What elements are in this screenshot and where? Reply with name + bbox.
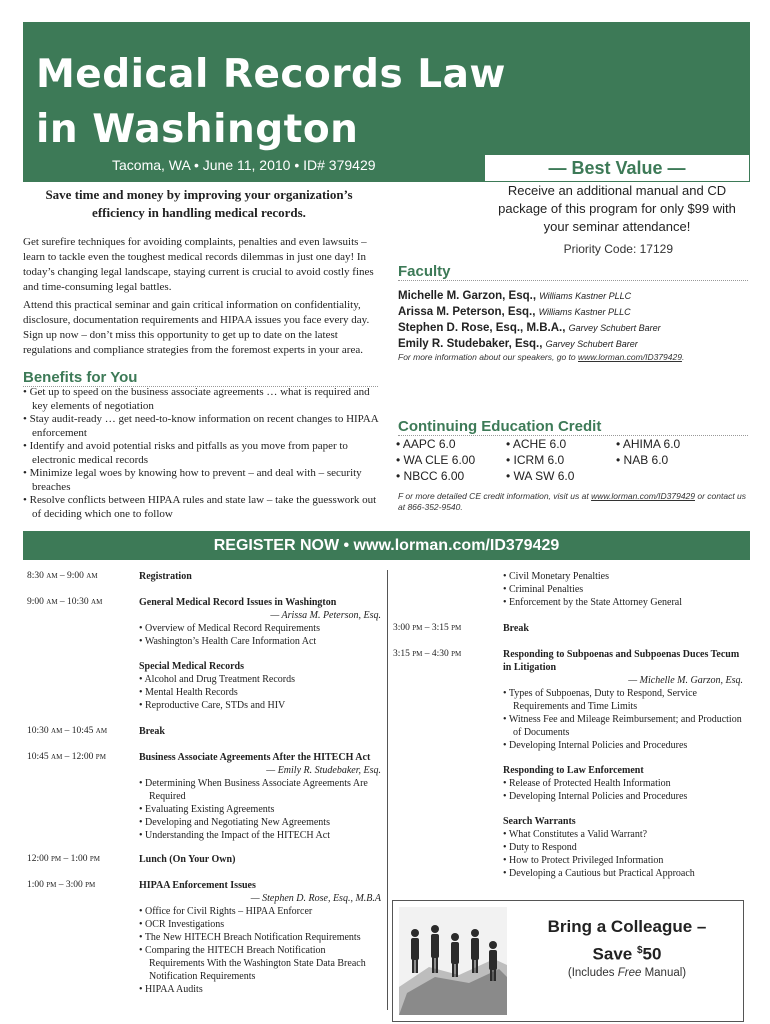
bring-colleague-box: [392, 900, 744, 1022]
faculty-name: Michelle M. Garzon, Esq.,: [398, 290, 537, 302]
ce-credit: • ACHE 6.0: [506, 437, 567, 451]
priority-code: Priority Code: 17129: [563, 242, 673, 256]
faculty-name: Emily R. Studebaker, Esq.,: [398, 338, 543, 350]
list-item: • Developing Internal Policies and Procedures: [503, 790, 743, 803]
faculty-member: [398, 288, 750, 304]
list-item: • Criminal Penalties: [503, 583, 743, 596]
list-item: • Understanding the Impact of the HITECH Act: [139, 829, 381, 842]
agenda-block-break-2: [503, 622, 743, 635]
benefits-list: [23, 386, 380, 521]
dollar-sign: $: [636, 945, 643, 956]
ce-link[interactable]: www.lorman.com/ID379429: [591, 491, 695, 501]
agenda-subtitle: Search Warrants: [503, 816, 576, 827]
agenda-right: [393, 570, 745, 896]
save-text: Save: [592, 944, 637, 964]
faculty-name: Stephen D. Rose, Esq., M.B.A.,: [398, 322, 566, 334]
list-item: • Identify and avoid potential risks and pitfalls as you move from paper to electronic medical records: [23, 440, 380, 467]
list-item: • How to Protect Privileged Information: [503, 854, 743, 867]
agenda-time: 10:45 am – 12:00 pm: [27, 752, 106, 762]
faculty-firm: Garvey Schubert Barer: [545, 339, 638, 349]
colleague-line-2: [513, 939, 741, 967]
ce-credit: • NAB 6.0: [616, 453, 669, 467]
agenda-title: Business Associate Agreements After the HITECH Act: [139, 752, 371, 763]
agenda-block-lunch: [139, 853, 381, 866]
list-item: • Enforcement by the State Attorney General: [503, 596, 743, 609]
colleague-line-1: Bring a Colleague –: [547, 917, 707, 936]
faculty-member: [398, 320, 750, 336]
colleague-title: [513, 915, 741, 967]
list-item: • Developing a Cautious but Practical Approach: [503, 867, 743, 880]
agenda-block-continued: [503, 570, 743, 609]
agenda-time: 3:15 pm – 4:30 pm: [393, 649, 462, 659]
title-line-1: Medical Records Law: [36, 52, 506, 97]
faculty-list: [398, 288, 750, 352]
list-item: • Types of Subpoenas, Duty to Respond, Service Requirements and Time Limits: [503, 687, 743, 713]
faculty-note-text: For more information about our speakers, go to: [398, 352, 579, 362]
faculty-member: [398, 304, 750, 320]
ce-credit: • AHIMA 6.0: [616, 437, 681, 451]
page-title: [36, 47, 536, 157]
agenda-time: 12:00 pm – 1:00 pm: [27, 854, 101, 864]
agenda-left: [27, 570, 382, 1010]
list-item: • Alcohol and Drug Treatment Records: [139, 673, 381, 686]
ce-note-suffix: or contact us at 866-352-9540.: [398, 491, 747, 512]
ce-note-text: F or more detailed CE credit information, visit us at: [398, 491, 592, 501]
list-item: • Overview of Medical Record Requirements: [139, 622, 381, 635]
faculty-note: [398, 352, 750, 362]
agenda-title: Responding to Subpoenas and Subpoenas Duces Tecum in Litigation: [503, 649, 740, 673]
agenda-subtitle: Special Medical Records: [139, 661, 244, 672]
list-item: • The New HITECH Breach Notification Requirements: [139, 931, 381, 944]
faculty-name: Arissa M. Peterson, Esq.,: [398, 306, 536, 318]
ce-credit: • WA SW 6.0: [506, 469, 575, 483]
list-item: • Release of Protected Health Information: [503, 777, 743, 790]
list-item: • Determining When Business Associate Agreements Are Required: [139, 777, 381, 803]
agenda-title: Break: [503, 623, 529, 634]
faculty-firm: Williams Kastner PLLC: [539, 291, 632, 301]
intro-paragraph-2: Attend this practical seminar and gain critical information on confidentiality, disclosure, documentation requirements and HIPAA issues you face every day. Sign up now – don’t miss this opportunity to get up to date on the latest regulations and compliance strategies from the foremost experts in your area.: [23, 299, 370, 356]
best-value-title: — Best Value —: [485, 155, 749, 181]
list-item: • Stay audit-ready … get need-to-know information on recent changes to HIPAA enforcement: [23, 413, 380, 440]
list-item: • Civil Monetary Penalties: [503, 570, 743, 583]
agenda-time: 3:00 pm – 3:15 pm: [393, 623, 462, 633]
agenda-speaker: — Michelle M. Garzon, Esq.: [628, 675, 743, 686]
colleague-subtext: [513, 967, 741, 979]
list-item: • Minimize legal woes by knowing how to prevent – and deal with – security breaches: [23, 467, 380, 494]
agenda-subtitle: Responding to Law Enforcement: [503, 765, 644, 776]
ce-credit: • AAPC 6.0: [396, 437, 456, 451]
business-people-illustration: [399, 907, 507, 1015]
agenda-time: 10:30 am – 10:45 am: [27, 726, 108, 736]
list-item: • Resolve conflicts between HIPAA rules and state law – take the guesswork out of deciding which one to follow: [23, 494, 380, 521]
best-value-text: Receive an additional manual and CD package of this program for only $99 with your seminar attendance!: [498, 183, 736, 234]
list-item: • Witness Fee and Mileage Reimbursement; and Production of Documents: [503, 713, 743, 739]
list-item: • HIPAA Audits: [139, 983, 381, 996]
ce-credit: • WA CLE 6.00: [396, 453, 476, 467]
agenda-time: 8:30 am – 9:00 am: [27, 571, 98, 581]
agenda-title: Lunch (On Your Own): [139, 854, 236, 865]
agenda-block-subpoenas: [503, 648, 743, 880]
faculty-heading: Faculty: [398, 263, 748, 281]
faculty-member: [398, 336, 750, 352]
register-now-banner[interactable]: REGISTER NOW • www.lorman.com/ID379429: [23, 531, 750, 560]
title-line-2: in Washington: [36, 107, 359, 152]
agenda-block-break: [139, 725, 381, 738]
tagline: Save time and money by improving your organization’s efficiency in handling medical records.: [45, 187, 353, 220]
agenda-title: General Medical Record Issues in Washington: [139, 597, 337, 608]
faculty-note-suffix: .: [681, 352, 685, 362]
agenda-title: HIPAA Enforcement Issues: [139, 880, 256, 891]
agenda-block-registration: [139, 570, 381, 583]
ce-heading: Continuing Education Credit: [398, 418, 748, 436]
benefits-heading: Benefits for You: [23, 369, 378, 387]
list-item: • Reproductive Care, STDs and HIV: [139, 699, 381, 712]
list-item: • Comparing the HITECH Breach Notification Requirements With the Washington State Data Breach Notification Requirements: [139, 944, 381, 983]
agenda-time: 1:00 pm – 3:00 pm: [27, 880, 96, 890]
list-item: • Washington’s Health Care Information Act: [139, 635, 381, 648]
list-item: • Duty to Respond: [503, 841, 743, 854]
agenda-speaker: — Stephen D. Rose, Esq., M.B.A: [250, 893, 381, 904]
list-item: • Get up to speed on the business associate agreements … what is required and key elements of negotiation: [23, 386, 380, 413]
agenda-block-business-associate: [139, 751, 381, 842]
faculty-firm: Williams Kastner PLLC: [538, 307, 631, 317]
list-item: • What Constitutes a Valid Warrant?: [503, 828, 743, 841]
intro-paragraph-1: Get surefire techniques for avoiding complaints, penalties and even lawsuits – learn to tackle even the toughest medical records dilemmas in just one day! In today’s changing legal landscape, staying current is crucial to avoid costly fines and time-consuming legal battles.: [23, 236, 374, 293]
list-item: • Mental Health Records: [139, 686, 381, 699]
agenda-speaker: — Arissa M. Peterson, Esq.: [270, 610, 381, 621]
sub-suffix: Manual): [641, 967, 687, 979]
sub-prefix: (Includes: [567, 967, 618, 979]
column-divider: [387, 570, 388, 1010]
agenda-time: 9:00 am – 10:30 am: [27, 597, 103, 607]
list-item: • Developing and Negotiating New Agreements: [139, 816, 381, 829]
agenda-title: Registration: [139, 571, 192, 582]
list-item: • Developing Internal Policies and Procedures: [503, 739, 743, 752]
event-line: Tacoma, WA • June 11, 2010 • ID# 379429: [112, 157, 376, 173]
list-item: • Evaluating Existing Agreements: [139, 803, 381, 816]
save-amount: 50: [642, 944, 662, 964]
ce-credit: • NBCC 6.00: [396, 469, 465, 483]
agenda-title: Break: [139, 726, 165, 737]
agenda-speaker: — Emily R. Studebaker, Esq.: [266, 765, 381, 776]
agenda-block-hipaa: [139, 879, 381, 996]
agenda-block-general: [139, 596, 381, 712]
ce-credits: [396, 436, 748, 484]
faculty-link[interactable]: www.lorman.com/ID379429: [578, 352, 682, 362]
ce-note: [398, 491, 750, 513]
list-item: • OCR Investigations: [139, 918, 381, 931]
list-item: • Office for Civil Rights – HIPAA Enforcer: [139, 905, 381, 918]
ce-credit: • ICRM 6.0: [506, 453, 565, 467]
faculty-firm: Garvey Schubert Barer: [568, 323, 661, 333]
sub-emphasis: Free: [617, 967, 642, 979]
